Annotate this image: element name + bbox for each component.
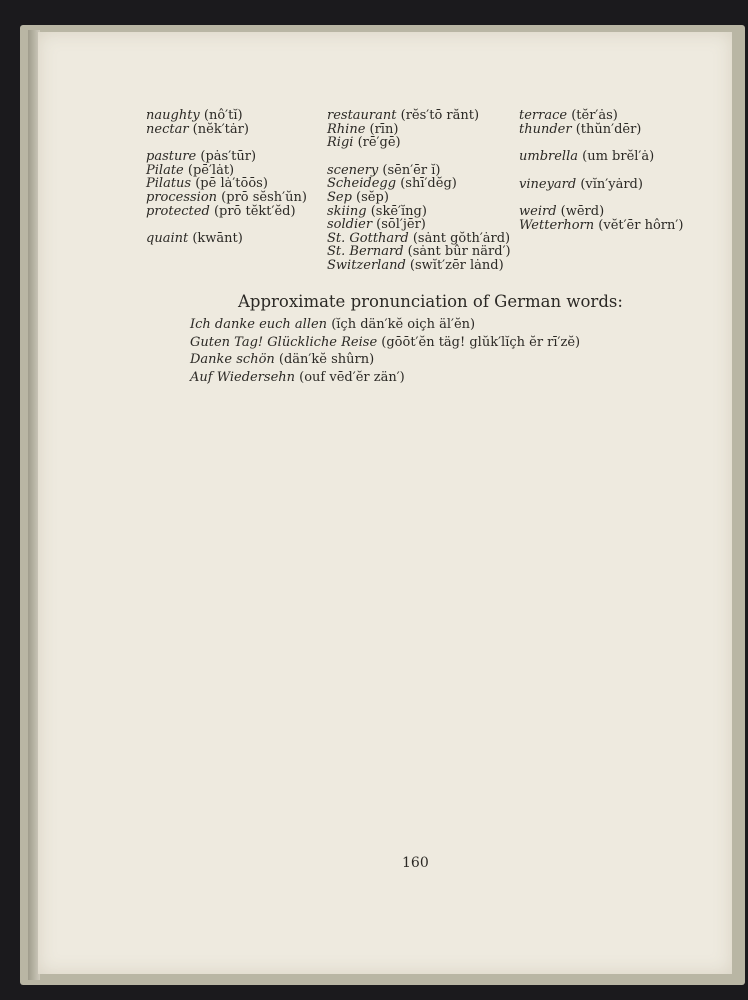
glossary-entry [327, 218, 511, 232]
entry-pronunciation: (pē′lȧt) [183, 162, 235, 178]
entry-word: weird [519, 204, 557, 220]
entry-word: umbrella [519, 149, 578, 165]
entry-word: Switzerland [327, 257, 406, 273]
glossary-entry [327, 136, 511, 150]
entry-word: Rhine [327, 121, 366, 137]
entry-pronunciation: (gōōt′ĕn täg! glŭk′lĭçh ĕr rī′zĕ) [377, 334, 581, 350]
entry-pronunciation: (sōl′jēr) [372, 217, 426, 233]
glossary-entry [190, 316, 580, 334]
glossary-entry [519, 123, 683, 137]
entry-word: Rigi [327, 135, 354, 151]
glossary-entry [146, 164, 307, 178]
entry-word: quaint [146, 231, 189, 247]
entry-pronunciation: (sēn′ēr ĭ) [378, 162, 441, 178]
entry-pronunciation: (sȧnt gŏth′ȧrd) [408, 230, 511, 246]
entry-spacer [519, 136, 683, 150]
entry-pronunciation: (nô′tĭ) [199, 108, 243, 123]
glossary-entry [519, 205, 683, 219]
glossary-column-2 [327, 109, 511, 273]
entry-word: procession [146, 189, 218, 205]
entry-pronunciation: (um brĕl′ȧ) [578, 149, 655, 165]
entry-pronunciation: (prō tĕkt′ĕd) [209, 203, 296, 219]
glossary-entry [327, 177, 511, 191]
entry-pronunciation: (prō sĕsh′ŭn) [217, 189, 307, 205]
entry-pronunciation: (thŭn′dēr) [571, 121, 642, 137]
glossary-entry [327, 205, 511, 219]
glossary-column-1 [146, 109, 307, 246]
entry-word: Ich danke euch allen [190, 317, 328, 332]
glossary-entry [146, 109, 307, 123]
entry-word: St. Bernard [327, 244, 404, 260]
entry-word: Guten Tag! Glückliche Reise [190, 334, 378, 350]
entry-spacer [327, 150, 511, 164]
entry-pronunciation: (vĕt′ēr hôrn′) [594, 217, 684, 233]
entry-word: terrace [519, 108, 568, 123]
entry-spacer [146, 218, 307, 232]
entry-word: soldier [327, 217, 373, 233]
entry-word: vineyard [519, 176, 577, 192]
page-number: 160 [402, 855, 429, 871]
glossary-entry [327, 232, 511, 246]
entry-word: Pilatus [146, 176, 192, 192]
glossary-entry [146, 150, 307, 164]
entry-word: Wetterhorn [519, 217, 595, 233]
glossary-entry [327, 259, 511, 273]
entry-pronunciation: (vĭn′yȧrd) [576, 176, 643, 192]
german-pronunciation-list [190, 316, 580, 386]
glossary-entry [146, 191, 307, 205]
entry-pronunciation: (shī′dĕg) [396, 176, 457, 192]
entry-word: pasture [146, 149, 197, 165]
entry-pronunciation: (rē′gē) [353, 135, 401, 151]
entry-pronunciation: (ouf vēd′ĕr zän′) [295, 369, 405, 385]
entry-pronunciation: (nĕk′tȧr) [188, 121, 249, 137]
entry-word: restaurant [327, 108, 397, 123]
entry-pronunciation: (tĕr′ȧs) [567, 108, 618, 123]
entry-word: Auf Wiedersehn [190, 369, 296, 385]
glossary-entry [190, 369, 580, 387]
glossary-entry [146, 177, 307, 191]
glossary-entry [146, 123, 307, 137]
entry-word: Scheidegg [327, 176, 397, 192]
entry-word: skiing [327, 203, 367, 219]
entry-word: scenery [327, 162, 379, 178]
entry-word: St. Gotthard [327, 230, 409, 246]
entry-word: Pilate [146, 162, 184, 178]
entry-spacer [519, 191, 683, 205]
glossary-entry [519, 178, 683, 192]
entry-pronunciation: (ĭçh dän′kĕ oiçh äl′ĕn) [327, 317, 476, 332]
glossary-entry [327, 164, 511, 178]
glossary-entry [146, 232, 307, 246]
entry-pronunciation: (rĕs′tō rănt) [396, 108, 480, 123]
entry-word: Sep [327, 189, 352, 205]
entry-pronunciation: (wērd) [556, 204, 605, 220]
section-heading: Approximate pronunciation of German words: [238, 292, 623, 311]
glossary-entry [327, 245, 511, 259]
entry-word: Danke schön [190, 352, 275, 367]
glossary-entry [146, 205, 307, 219]
entry-word: protected [146, 203, 210, 219]
entry-pronunciation: (swĭt′zēr lȧnd) [405, 257, 504, 273]
glossary-entry [519, 109, 683, 123]
entry-word: thunder [519, 121, 572, 137]
entry-word: naughty [146, 108, 200, 123]
entry-spacer [146, 136, 307, 150]
glossary-entry [190, 351, 580, 369]
entry-pronunciation: (skē′ĭng) [366, 203, 427, 219]
glossary-entry [327, 191, 511, 205]
entry-word: nectar [146, 121, 189, 137]
entry-pronunciation: (rīn) [365, 121, 399, 137]
glossary-column-3 [519, 109, 683, 233]
glossary-entry [190, 334, 580, 352]
entry-pronunciation: (dän′kĕ shûrn) [274, 352, 375, 367]
entry-pronunciation: (pē lȧ′tōōs) [191, 176, 268, 192]
entry-pronunciation: (kwānt) [188, 231, 243, 247]
entry-pronunciation: (pȧs′tūr) [196, 149, 257, 165]
glossary-entry [519, 219, 683, 233]
glossary-entry [327, 123, 511, 137]
entry-pronunciation: (sĕp) [351, 189, 389, 205]
glossary-entry [327, 109, 511, 123]
glossary-entry [519, 150, 683, 164]
entry-pronunciation: (sȧnt bûr närd′) [403, 244, 511, 260]
entry-spacer [519, 164, 683, 178]
